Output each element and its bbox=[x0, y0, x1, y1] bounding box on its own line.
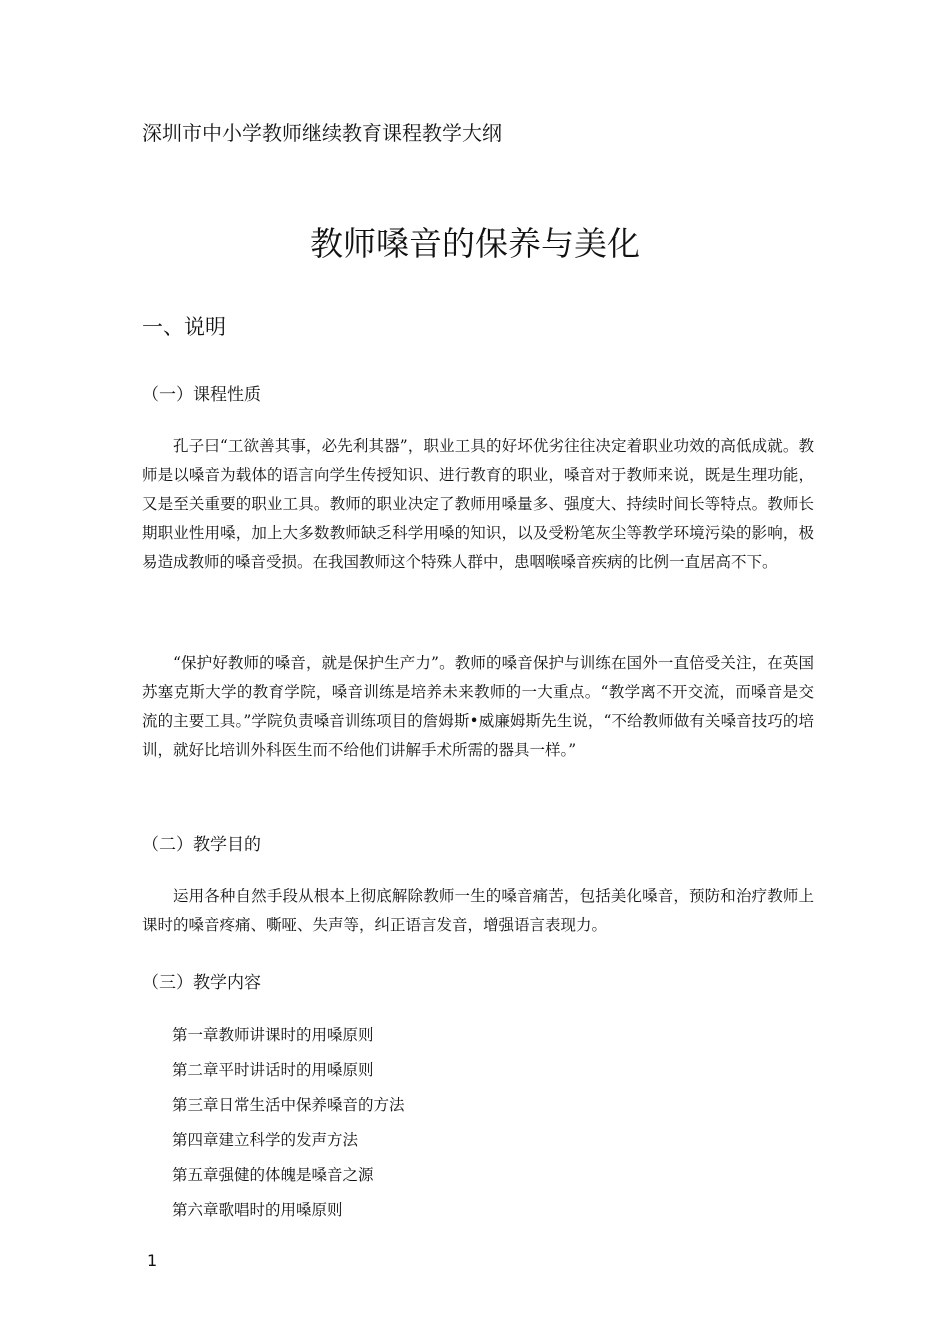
subheading-course-nature: （一）课程性质 bbox=[142, 385, 261, 405]
chapter-list bbox=[172, 1022, 405, 1232]
subheading-teaching-goal: （二）教学目的 bbox=[142, 835, 261, 855]
paragraph-course-nature-1: 孔子曰“工欲善其事，必先利其器”，职业工具的好坏优劣往往决定着职业功效的高低成就。教师是以嗓音为载体的语言向学生传授知识、进行教育的职业，嗓音对于教师来说，既是生理功能，又是至关重要的职业工具。教师的职业决定了教师用嗓量多、强度大、持续时间长等特点。教师长期职业性用嗓，加上大多数教师缺乏科学用嗓的知识，以及受粉笔灰尘等教学环境污染的影响，极易造成教师的嗓音受损。在我国教师这个特殊人群中，患咽喉嗓音疾病的比例一直居高不下。 bbox=[142, 437, 814, 571]
chapter-item-1: 第一章教师讲课时的用嗓原则 bbox=[172, 1026, 374, 1044]
subheading-teaching-content: （三）教学内容 bbox=[142, 973, 261, 993]
section-heading-explanation: 一、说明 bbox=[142, 315, 226, 339]
chapter-item-3: 第三章日常生活中保养嗓音的方法 bbox=[172, 1096, 405, 1114]
paragraph-teaching-goal: 运用各种自然手段从根本上彻底解除教师一生的嗓音痛苦，包括美化嗓音，预防和治疗教师上课时的嗓音疼痛、嘶哑、失声等，纠正语言发音，增强语言表现力。 bbox=[142, 887, 814, 934]
chapter-item-4: 第四章建立科学的发声方法 bbox=[172, 1131, 359, 1149]
chapter-item-6: 第六章歌唱时的用嗓原则 bbox=[172, 1201, 343, 1219]
page-title: 教师嗓音的保养与美化 bbox=[310, 224, 640, 263]
chapter-item-5: 第五章强健的体魄是嗓音之源 bbox=[172, 1166, 374, 1184]
chapter-item-2: 第二章平时讲话时的用嗓原则 bbox=[172, 1061, 374, 1079]
paragraph-course-nature-2: “保护好教师的嗓音，就是保护生产力”。教师的嗓音保护与训练在国外一直倍受关注，在英国苏塞克斯大学的教育学院，嗓音训练是培养未来教师的一大重点。“教学离不开交流，而嗓音是交流的主要工具。”学院负责嗓音训练项目的詹姆斯•威廉姆斯先生说，“不给教师做有关嗓音技巧的培训，就好比培训外科医生而不给他们讲解手术所需的器具一样。” bbox=[142, 654, 814, 759]
document-header-title: 深圳市中小学教师继续教育课程教学大纲 bbox=[142, 121, 502, 145]
page-number: 1 bbox=[147, 1251, 158, 1270]
